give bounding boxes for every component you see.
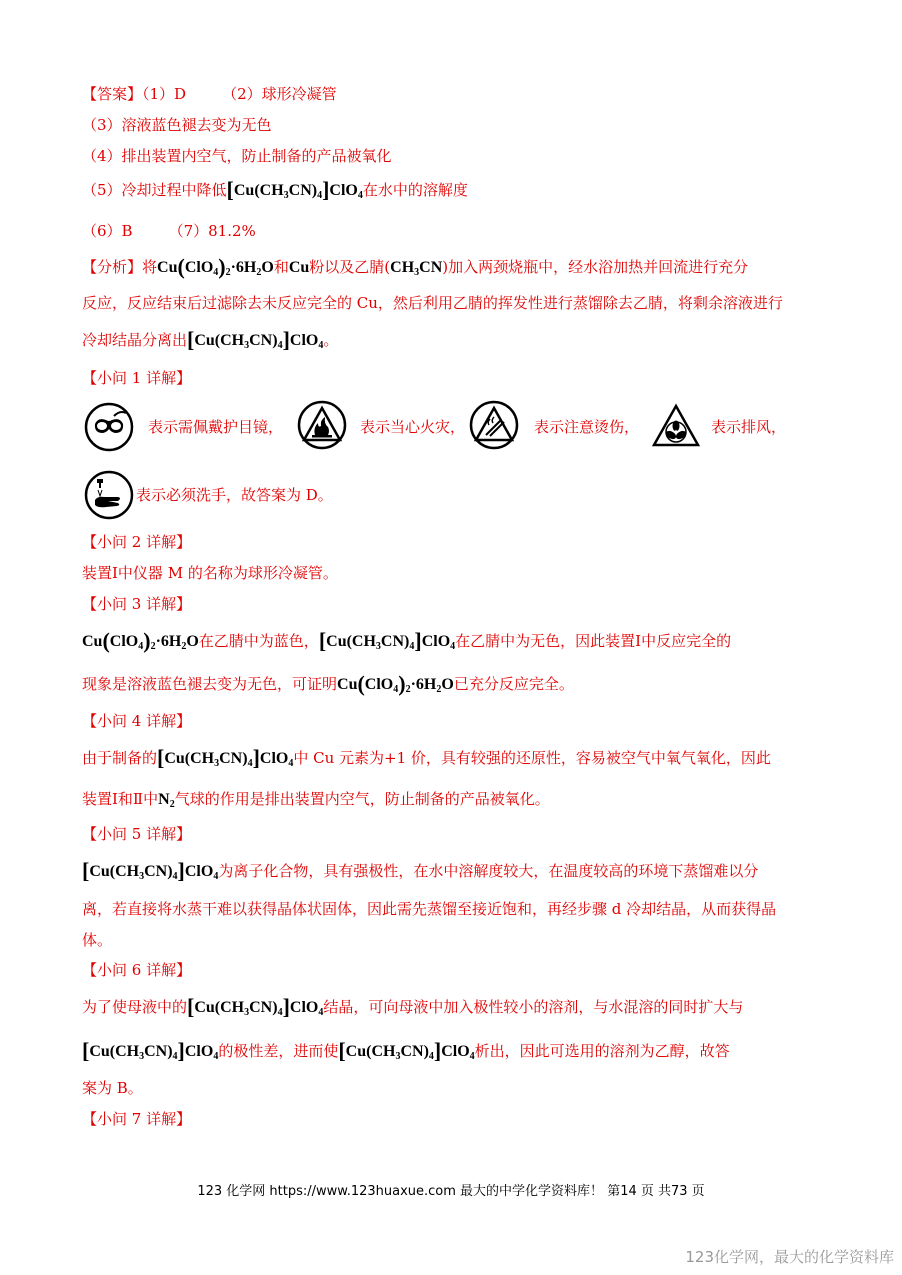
hot-surface-icon bbox=[469, 400, 519, 450]
analysis-line-2: 反应，反应结束后过滤除去未反应完全的 Cu，然后利用乙腈的挥发性进行蒸馏除去乙腈，将剩余溶液进行 bbox=[82, 294, 783, 312]
fire-hazard-icon bbox=[297, 400, 347, 450]
q2-tag: 【小问 2 详解】 bbox=[82, 533, 192, 551]
formula-complex: $[Cu(CH_3CN)_4]ClO_4$ bbox=[157, 745, 294, 770]
q5-line-2: 离，若直接将水蒸干难以获得晶体状固体，因此需先蒸馏至接近饱和，再经步骤 d 冷却结晶，从而获得晶 bbox=[82, 900, 777, 918]
q1-tag: 【小问 1 详解】 bbox=[82, 369, 192, 387]
q4-line-2: 装置Ⅰ和Ⅱ中$N_2$气球的作用是排出装置内空气，防止制备的产品被氧化。 bbox=[82, 790, 550, 810]
q5-line-1: $[Cu(CH_3CN)_4]ClO_4$为离子化合物，具有强极性，在水中溶解度较大，在温度较高的环境下蒸馏难以分 bbox=[82, 858, 759, 883]
q1-text-3: 表示注意烫伤， bbox=[534, 418, 640, 436]
q1-text-2: 表示当心火灾， bbox=[360, 418, 466, 436]
answer-line-3: （3）溶液蓝色褪去变为无色 bbox=[82, 116, 272, 134]
formula-cu-perchlorate: $Cu(ClO_4)_2\cdot 6H_2O$ bbox=[157, 254, 274, 279]
q6-line-1: 为了使母液中的$[Cu(CH_3CN)_4]ClO_4$结晶，可向母液中加入极性较小的溶剂，与水混溶的同时扩大与 bbox=[82, 994, 744, 1019]
q6-tag: 【小问 6 详解】 bbox=[82, 961, 192, 979]
formula-n2: $N_2$ bbox=[158, 791, 175, 810]
formula-complex: $[Cu(CH_3CN)_4]ClO_4$ bbox=[226, 177, 363, 202]
goggles-icon bbox=[84, 402, 134, 452]
analysis-line-3: 冷却结晶分离出$[Cu(CH_3CN)_4]ClO_4$。 bbox=[82, 327, 339, 352]
answer-line-5: （5）冷却过程中降低$[Cu(CH_3CN)_4]ClO_4$在水中的溶解度 bbox=[82, 177, 468, 202]
q7-tag: 【小问 7 详解】 bbox=[82, 1110, 192, 1128]
q2-line-1: 装置Ⅰ中仪器 M 的名称为球形冷凝管。 bbox=[82, 564, 338, 582]
formula-complex: $[Cu(CH_3CN)_4]ClO_4$ bbox=[82, 1038, 219, 1063]
formula-cu-perchlorate: $Cu(ClO_4)_2\cdot 6H_2O$ bbox=[337, 671, 454, 696]
watermark: 123化学网，最大的化学资料库 bbox=[685, 1248, 894, 1266]
q1-text-5: 表示必须洗手，故答案为 D。 bbox=[136, 486, 333, 504]
formula-complex: $[Cu(CH_3CN)_4]ClO_4$ bbox=[318, 628, 456, 653]
q5-line-3: 体。 bbox=[82, 931, 113, 949]
q4-line-1: 由于制备的$[Cu(CH_3CN)_4]ClO_4$中 Cu 元素为+1 价，具有较强的还原性，容易被空气中氧气氧化，因此 bbox=[82, 745, 771, 770]
answer-line-1: 【答案】（1）D （2）球形冷凝管 bbox=[82, 85, 337, 103]
q6-line-3: 案为 B。 bbox=[82, 1079, 143, 1097]
q3-tag: 【小问 3 详解】 bbox=[82, 595, 192, 613]
q4-tag: 【小问 4 详解】 bbox=[82, 712, 192, 730]
q5-tag: 【小问 5 详解】 bbox=[82, 825, 192, 843]
ventilation-icon bbox=[651, 402, 701, 452]
formula-complex: $[Cu(CH_3CN)_4]ClO_4$ bbox=[187, 327, 324, 352]
answer-tag: 【答案】 bbox=[82, 85, 143, 103]
formula-complex: $[Cu(CH_3CN)_4]ClO_4$ bbox=[187, 994, 324, 1019]
formula-cu-perchlorate: $Cu(ClO_4)_2\cdot 6H_2O$ bbox=[82, 628, 199, 653]
formula-complex: $[Cu(CH_3CN)_4]ClO_4$ bbox=[338, 1038, 475, 1063]
answer-line-6: （6）B （7）81.2% bbox=[82, 222, 256, 240]
page-footer: 123 化学网 https://www.123huaxue.com 最大的中学化学资料库！ 第14 页 共73 页 bbox=[197, 1184, 705, 1199]
answer-line-4: （4）排出装置内空气，防止制备的产品被氧化 bbox=[82, 147, 392, 165]
hand-wash-icon bbox=[84, 470, 134, 520]
q3-line-1: $Cu(ClO_4)_2\cdot 6H_2O$在乙腈中为蓝色，$[Cu(CH_3CN)_4]ClO_4$在乙腈中为无色，因此装置Ⅰ中反应完全的 bbox=[82, 628, 732, 653]
formula-complex: $[Cu(CH_3CN)_4]ClO_4$ bbox=[82, 858, 219, 883]
analysis-line-1: 【分析】将$Cu(ClO_4)_2\cdot 6H_2O$和Cu粉以及乙腈$(CH_3CN)$加入两颈烧瓶中，经水浴加热并回流进行充分 bbox=[82, 254, 749, 279]
q3-line-2: 现象是溶液蓝色褪去变为无色，可证明$Cu(ClO_4)_2\cdot 6H_2O$已充分反应完全。 bbox=[82, 671, 574, 696]
q1-text-4: 表示排风， bbox=[711, 418, 787, 436]
q1-text-1: 表示需佩戴护目镜， bbox=[148, 418, 284, 436]
analysis-tag: 【分析】 bbox=[82, 258, 143, 276]
q6-line-2: $[Cu(CH_3CN)_4]ClO_4$的极性差，进而使$[Cu(CH_3CN)_4]ClO_4$析出，因此可选用的溶剂为乙醇，故答 bbox=[82, 1038, 730, 1063]
formula-cu: Cu bbox=[288, 259, 310, 276]
formula-acetonitrile: $CH_3CN$ bbox=[390, 259, 443, 278]
